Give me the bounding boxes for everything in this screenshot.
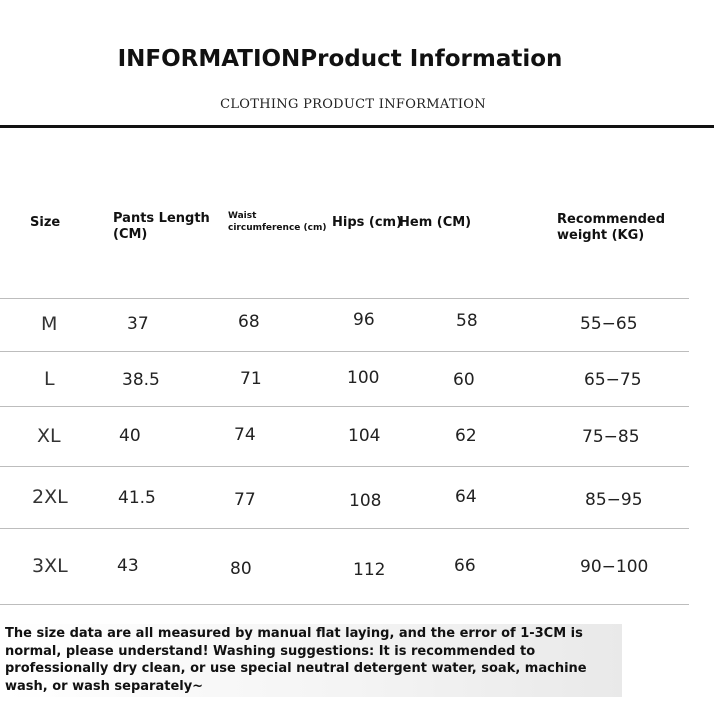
weight-cell: 85−95 <box>585 490 643 510</box>
weight-cell: 65−75 <box>584 370 642 390</box>
pants-length-cell: 41.5 <box>118 488 156 508</box>
column-header-hips: Hips (cm) <box>332 215 403 230</box>
hips-cell: 96 <box>353 310 375 330</box>
page-subtitle: CLOTHING PRODUCT INFORMATION <box>220 97 486 112</box>
measurement-note: The size data are all measured by manual flat laying, and the error of 1-3CM is normal, please understand! Washing suggestions: It is recommended to professionally dry clean, or use special neutral detergent water, soak, machine wash, or wash separately~ <box>5 624 622 697</box>
column-header-hem: Hem (CM) <box>399 215 472 230</box>
pants-length-cell: 37 <box>127 314 149 334</box>
row-divider <box>0 351 689 352</box>
page-title: INFORMATIONProduct Information <box>117 46 563 72</box>
hips-cell: 100 <box>347 368 380 388</box>
column-header-weight: Recommended weight (KG) <box>557 212 666 243</box>
weight-cell: 55−65 <box>580 314 638 334</box>
hem-cell: 58 <box>456 311 478 331</box>
hem-cell: 60 <box>453 370 475 390</box>
waist-cell: 71 <box>240 369 262 389</box>
size-cell: 3XL <box>32 555 68 577</box>
header-divider <box>0 125 714 128</box>
pants-length-cell: 38.5 <box>122 370 160 390</box>
size-cell: 2XL <box>32 486 68 508</box>
row-divider <box>0 528 689 529</box>
hem-cell: 66 <box>454 556 476 576</box>
size-cell: XL <box>37 425 61 447</box>
row-divider <box>0 466 689 467</box>
row-divider <box>0 406 689 407</box>
hem-cell: 64 <box>455 487 477 507</box>
waist-cell: 77 <box>234 490 256 510</box>
waist-cell: 80 <box>230 559 252 579</box>
row-divider <box>0 298 689 299</box>
column-header-waist: Waist circumference (cm) <box>228 211 327 233</box>
hips-cell: 108 <box>349 491 382 511</box>
column-header-size: Size <box>30 215 61 230</box>
size-cell: M <box>41 313 58 335</box>
weight-cell: 75−85 <box>582 427 640 447</box>
hem-cell: 62 <box>455 426 477 446</box>
hips-cell: 104 <box>348 426 381 446</box>
waist-cell: 68 <box>238 312 260 332</box>
pants-length-cell: 43 <box>117 556 139 576</box>
pants-length-cell: 40 <box>119 426 141 446</box>
column-header-pants-length: Pants Length (CM) <box>113 211 210 242</box>
waist-cell: 74 <box>234 425 256 445</box>
row-divider <box>0 604 689 605</box>
hips-cell: 112 <box>353 560 386 580</box>
size-cell: L <box>44 368 55 390</box>
weight-cell: 90−100 <box>580 557 649 577</box>
